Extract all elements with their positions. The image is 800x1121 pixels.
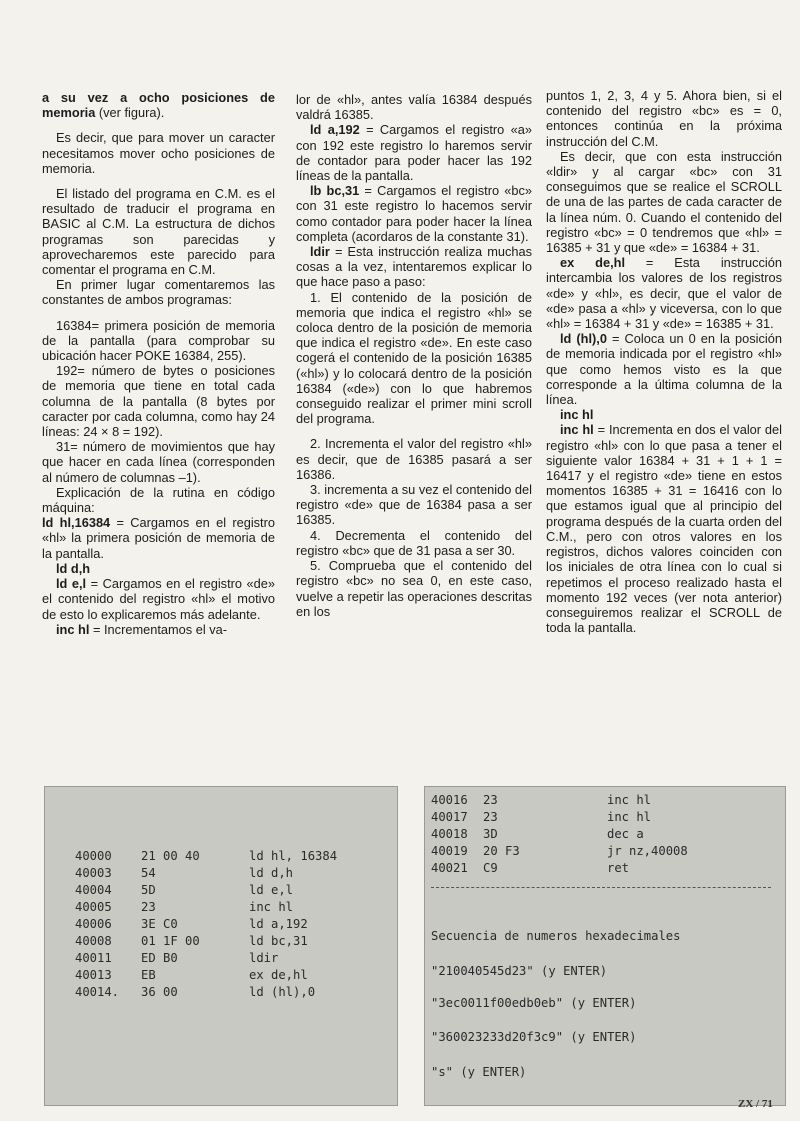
mnemonic: inc hl — [249, 900, 294, 914]
paragraph: Explicación de la rutina en código máquina: — [42, 484, 275, 516]
text: = Cargamos el registro «a» con 192 este registro lo haremos servir de contador para poder hacer las 192 líneas de la pantalla. — [296, 122, 532, 184]
mnemonic: ld d,h — [249, 866, 294, 880]
mnemonic: ld (hl),0 — [249, 985, 316, 999]
paragraph: 4. Decrementa el contenido del registro «bc» que de 31 pasa a ser 30. — [296, 527, 532, 558]
paragraph — [546, 422, 782, 635]
text: (ver figura). — [95, 105, 165, 121]
code-term: ld d,h — [56, 560, 91, 576]
address: 40016 — [431, 793, 468, 807]
address: 40008 — [75, 934, 112, 948]
code-term: ex de,hl — [560, 255, 626, 271]
opcode: 21 00 40 — [141, 849, 200, 863]
address: 40019 — [431, 844, 468, 858]
paragraph: Es decir, que con esta instrucción «ldir» y al cargar «bc» con 31 conseguimos que se realice el SCROLL de una de las partes de cada caracter de la línea núm. 0. Cuando el contenido del registro «bc» = 0 tendremos que «hl» = 16385 + 31 y que «de» = 16384 + 31. — [546, 148, 782, 256]
paragraph: 1. El contenido de la posición de memoria que indica el registro «hl» se coloca dentro de la posición de memoria que indica el registro «de». En este caso cogerá el contenido de la posición 16385 («hl») y lo colocará dentro de la posición 16384 («de») con lo que habremos conseguido realizar el primer mini scroll del programa. — [296, 289, 532, 427]
paragraph: puntos 1, 2, 3, 4 y 5. Ahora bien, si el contenido del registro «bc» es = 0, entonces continúa en la próxima instrucción del C.M. — [546, 88, 782, 149]
paragraph: 3. incrementa a su vez el contenido del registro «de» que de 16384 pasa a ser 16385. — [296, 482, 532, 528]
paragraph — [42, 561, 275, 576]
sequence-line: "3ec0011f00edb0eb" (y ENTER) — [431, 996, 637, 1010]
code-term: inc hl — [560, 407, 594, 423]
paragraph: 5. Comprueba que el contenido del registro «bc» no sea 0, en este caso, vuelve a repetir las operaciones descritas en los — [296, 558, 532, 619]
address: 40017 — [431, 810, 468, 824]
paragraph: 2. Incrementa el valor del registro «hl» es decir, que de 16385 pasará a ser 16386. — [296, 436, 532, 482]
text-column-3 — [546, 88, 782, 635]
opcode: 23 — [483, 793, 498, 807]
address: 40018 — [431, 827, 468, 841]
paragraph: En primer lugar comentaremos las constantes de ambos programas: — [42, 277, 275, 308]
paragraph: lor de «hl», antes valía 16384 después valdrá 16385. — [296, 92, 532, 123]
paragraph — [42, 90, 275, 120]
sequence-line: "210040545d23" (y ENTER) — [431, 964, 608, 978]
opcode: 20 F3 — [483, 844, 520, 858]
sequence-title: Secuencia de numeros hexadecimales — [431, 929, 681, 943]
opcode: ED B0 — [141, 951, 178, 965]
paragraph: El listado del programa en C.M. es el resultado de traducir el programa en BASIC al C.M. La estructura de dichos programas son parecidas y aprovecharemos este parecido para comentar el programa en C.M. — [42, 186, 275, 278]
address: 40011 — [75, 951, 112, 965]
code-term: ld hl,16384 — [42, 515, 111, 531]
mnemonic: inc hl — [607, 810, 652, 824]
paragraph — [42, 515, 275, 561]
opcode: 5D — [141, 883, 156, 897]
sequence-line: "360023233d20f3c9" (y ENTER) — [431, 1030, 637, 1044]
text: = Incrementamos el va- — [89, 621, 228, 637]
text: = Cargamos en el registro «hl» la primera posición de memoria de la pantalla. — [42, 515, 275, 561]
paragraph: Es decir, que para mover un caracter necesitamos mover ocho posiciones de memoria. — [42, 130, 275, 176]
address: 40013 — [75, 968, 112, 982]
dashed-separator — [431, 887, 771, 888]
paragraph — [546, 255, 782, 331]
text: = Esta instrucción intercambia los valores de los registros «de» y «hl», es decir, que el valor de «de» pasa a «hl» y viceversa, con lo que «hl» = 16384 + 31 y «de» = 16385 + 31. — [546, 255, 782, 332]
mnemonic: ret — [607, 861, 630, 875]
opcode: 54 — [141, 866, 156, 880]
sequence-line: "s" (y ENTER) — [431, 1065, 527, 1079]
code-listing-left — [44, 786, 398, 1106]
code-term: inc hl — [56, 621, 90, 637]
text: = Cargamos en el registro «de» el contenido del registro «hl» el motivo de esto lo explicaremos más adelante. — [42, 576, 275, 622]
address: 40006 — [75, 917, 112, 931]
address: 40004 — [75, 883, 112, 897]
mnemonic: jr nz,40008 — [607, 844, 688, 858]
mnemonic: ldir — [249, 951, 279, 965]
paragraph — [296, 183, 532, 244]
text: = Coloca un 0 en la posición de memoria indicada por el registro «hl» que como hemos visto es la que corresponde a la última columna de la línea. — [546, 331, 782, 408]
opcode: 3E C0 — [141, 917, 178, 931]
code-term: ld (hl),0 — [560, 331, 607, 347]
paragraph — [42, 622, 275, 637]
opcode: 23 — [141, 900, 156, 914]
code-term: lb bc,31 — [310, 183, 360, 199]
mnemonic: inc hl — [607, 793, 652, 807]
mnemonic: ld e,l — [249, 883, 294, 897]
text-column-1 — [42, 90, 275, 637]
opcode: 36 00 — [141, 985, 178, 999]
opcode: 3D — [483, 827, 498, 841]
address: 40005 — [75, 900, 112, 914]
code-term: ld a,192 — [310, 122, 360, 138]
address: 40021 — [431, 861, 468, 875]
address: 40000 — [75, 849, 112, 863]
mnemonic: ld a,192 — [249, 917, 308, 931]
paragraph — [296, 244, 532, 290]
address: 40003 — [75, 866, 112, 880]
text-column-2 — [296, 92, 532, 619]
page-number: ZX / 71 — [738, 1098, 773, 1110]
text: = Incrementa en dos el valor del registro «hl» con lo que pasa a tener el siguiente valor 16384 + 31 + 1 + 1 = 16417 y el registro «de» tiene en estos momentos 16385 + 31 = 16416 con lo que estamos igual que al principio del programa después de la cuarta orden del C.M., pero con otros valores en los registros, dichos valores coinciden con los iniciales de otra línea con lo cual si repetimos el proceso realizado hasta el momento 192 veces (ver nota anterior) conseguiremos realizar el SCROLL de toda la pantalla. — [546, 422, 782, 636]
opcode: C9 — [483, 861, 498, 875]
code-listing-right — [424, 786, 786, 1106]
text: = Esta instrucción realiza muchas cosas a la vez, intentaremos explicar lo que hace paso a paso: — [296, 244, 532, 290]
mnemonic: ld bc,31 — [249, 934, 308, 948]
mnemonic: ex de,hl — [249, 968, 308, 982]
paragraph — [42, 576, 275, 622]
opcode: 23 — [483, 810, 498, 824]
paragraph — [296, 122, 532, 183]
paragraph — [546, 331, 782, 407]
text: = Cargamos el registro «bc» con 31 este registro lo hacemos servir como contador para poder hacer la línea completa (acordaros de la constante 31). — [296, 183, 532, 244]
paragraph: 16384= primera posición de memoria de la pantalla (para comprobar su ubicación hacer POKE 16384, 255). — [42, 317, 275, 364]
mnemonic: ld hl, 16384 — [249, 849, 338, 863]
paragraph: 31= número de movimientos que hay que hacer en cada línea (corresponden al número de columnas –1). — [42, 439, 275, 485]
paragraph: 192= número de bytes o posiciones de memoria que tiene en total cada columna de la pantalla (8 bytes por caracter por cada columna, como hay 24 líneas: 24 × 8 = 192). — [42, 363, 275, 440]
mnemonic: dec a — [607, 827, 644, 841]
paragraph — [546, 407, 782, 422]
code-term: ld e,l — [56, 576, 87, 592]
code-term: inc hl — [560, 422, 594, 438]
opcode: 01 1F 00 — [141, 934, 200, 948]
code-term: ldir — [310, 244, 330, 260]
opcode: EB — [141, 968, 156, 982]
address: 40014. — [75, 985, 120, 999]
bold-phrase: a su vez a ocho posiciones de memoria — [42, 90, 275, 121]
